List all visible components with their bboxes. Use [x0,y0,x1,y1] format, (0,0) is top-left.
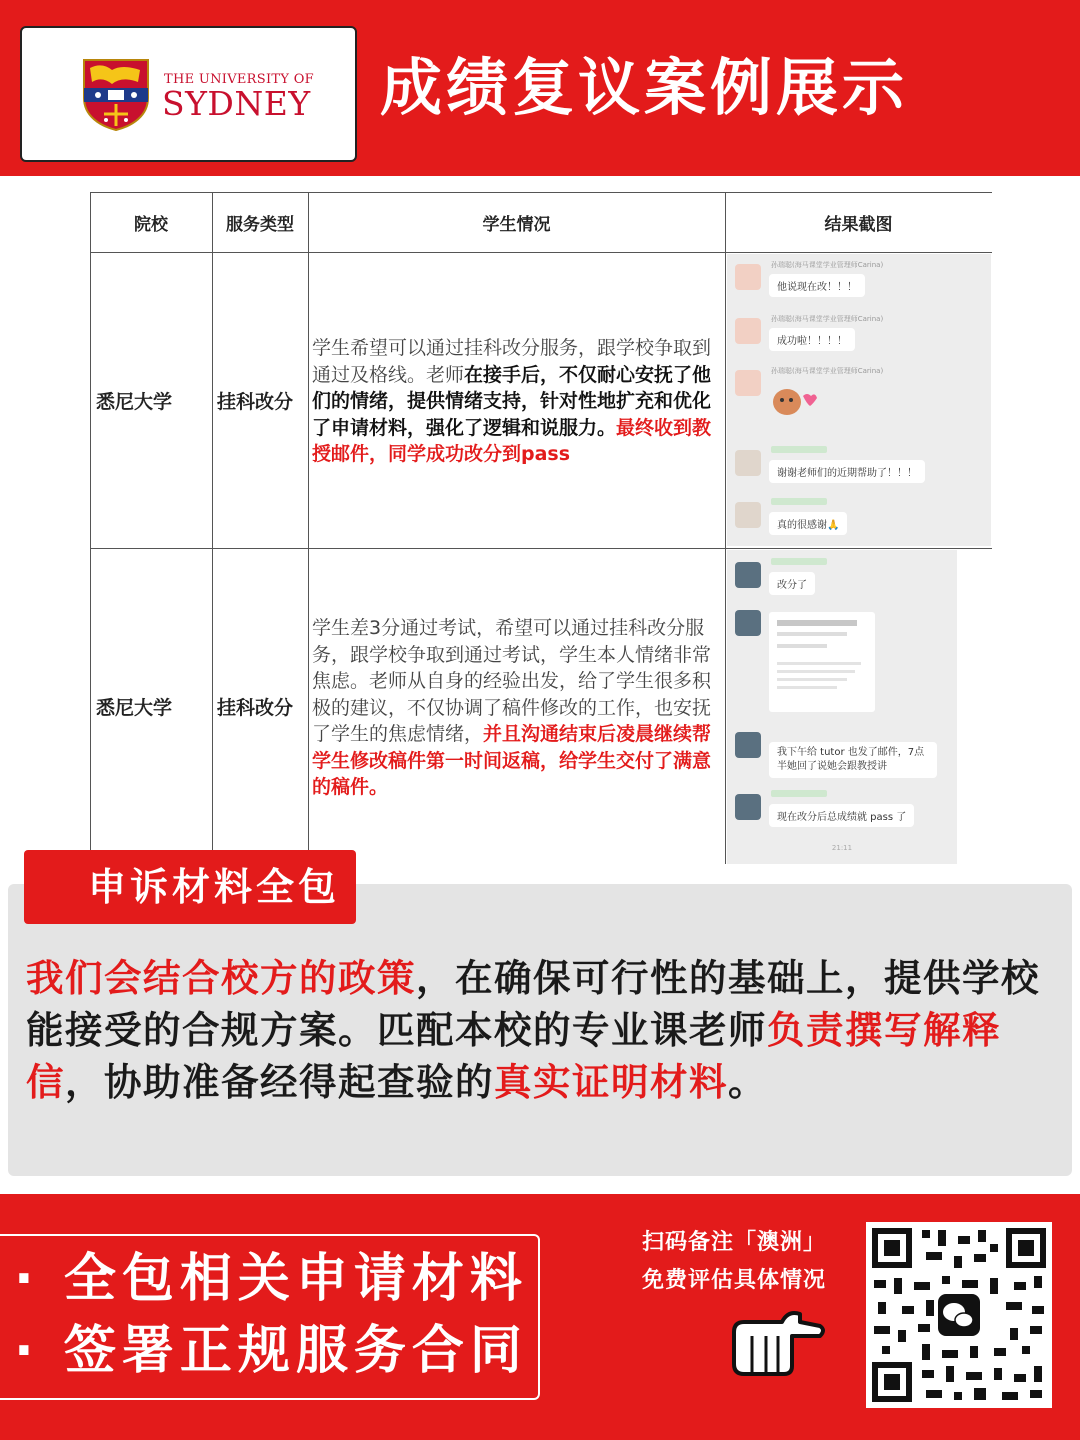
row1-description [312,335,722,468]
body-text: 。 [728,1060,767,1104]
chat2-bubble: 我下午给 tutor 也发了邮件，7点半她回了说她会跟教授讲 [769,742,937,778]
scan-instruction: 扫码备注「澳洲」 [642,1230,827,1255]
avatar [735,502,761,528]
logo-text-small: THE UNIVERSITY OF [164,72,314,87]
chat1-message [735,446,975,486]
body-highlight: 负责撰写解释信 [26,1008,1001,1104]
chat2-message [735,728,957,778]
blurred-name [771,498,827,505]
blurred-line [777,686,837,689]
dog-sticker-icon [769,382,817,418]
university-crest-icon [82,58,150,132]
chat-screenshot-2 [727,550,957,864]
chat2-message [735,790,957,830]
row2-school: 悉尼大学 [96,696,173,719]
section-tag [24,850,356,924]
header-situation: 学生情况 [482,214,551,235]
section-body [26,952,1056,1108]
page-title: 成绩复议案例展示 [380,51,909,124]
blurred-line [777,678,847,681]
row2-desc-plain: 学生差3分通过考试，希望可以通过挂科改分服务，跟学校争取到通过考试，学生本人情绪非常焦虑。老师从自身的经验出发，给了学生很多积极的建议，不仅协调了稿件修改的工作，也安抚了学生的焦虑情绪， [312,617,712,745]
header-service: 服务类型 [226,214,294,235]
chat1-sender: 孙瑞聪(海马课堂学业管理师Carina) [771,315,884,323]
university-logo [20,26,357,162]
benefit-item: · 全包相关申请材料 [14,1249,528,1309]
row1-service: 挂科改分 [217,390,294,413]
row1-desc-plain: 学生希望可以通过挂科改分服务，跟学校争取到通过及格线。老师 [312,337,712,386]
chat1-message [735,260,975,300]
chat1-sender: 孙瑞聪(海马课堂学业管理师Carina) [771,367,884,375]
scan-instruction-sub: 免费评估具体情况 [642,1268,827,1293]
qr-code-icon [866,1222,1052,1408]
chat1-bubble: 谢谢老师们的近期帮助了！！！ [769,460,925,483]
row1-desc-red: 最终收到教授邮件，同学成功改分到pass [312,416,712,465]
chat-screenshot-1 [727,254,991,546]
section-tag-label: 申诉材料全包 [88,865,341,909]
benefit-item: · 签署正规服务合同 [14,1321,528,1381]
header-banner [0,0,1080,176]
blurred-line [777,644,827,648]
wechat-qr-code[interactable] [866,1222,1052,1408]
table-col-border [308,192,309,864]
chat1-message [735,366,975,426]
footer-benefits-box [0,1234,540,1400]
row1-desc-bold: 在接手后，不仅耐心安抚了他们的情绪，提供情绪支持，针对性地扩充和优化了申请材料，强化了逻辑和说服力。 [312,363,712,439]
footer-banner [0,1194,1080,1440]
row2-desc-red: 并且沟通结束后凌晨继续帮学生修改稿件第一时间返稿，给学生交付了满意的稿件。 [312,723,712,798]
blurred-line [777,632,847,636]
chat1-bubble: 真的很感谢🙏 [769,512,847,535]
chat2-bubble: 改分了 [769,572,815,595]
chat1-sender: 孙瑞聪(海马课堂学业管理师Carina) [771,261,884,269]
blurred-name [771,446,827,453]
chat2-message [735,606,957,716]
row2-service: 挂科改分 [217,696,294,719]
table-col-border [725,192,726,864]
chat2-timestamp: 21:11 [831,844,853,852]
row1-school: 悉尼大学 [96,390,173,413]
header-school: 院校 [134,214,168,235]
email-attachment-preview [769,612,875,712]
chat1-bubble: 成功啦！！！！ [769,328,855,351]
body-highlight: 我们会结合校方的政策 [26,956,416,1000]
avatar [735,370,761,396]
row2-description [312,615,722,801]
avatar [735,450,761,476]
blurred-line [777,620,857,626]
blurred-line [777,670,855,673]
avatar [735,264,761,290]
case-table [90,192,992,864]
body-text: ，协助准备经得起查验的 [65,1060,494,1104]
chat1-message [735,498,975,538]
avatar [735,562,761,588]
chat2-message [735,558,957,598]
logo-text-big: SYDNEY [162,84,311,123]
blurred-line [777,662,861,665]
chat1-message [735,314,975,354]
chat1-bubble: 他说现在改！！！ [769,274,865,297]
table-col-border [212,192,213,864]
blurred-name [771,790,827,797]
pointing-hand-icon [730,1302,826,1378]
header-screenshot: 结果截图 [824,214,893,235]
avatar [735,318,761,344]
chat2-bubble: 现在改分后总成绩就 pass 了 [769,804,914,827]
avatar [735,794,761,820]
avatar [735,610,761,636]
avatar [735,732,761,758]
body-highlight: 真实证明材料 [494,1060,728,1104]
blurred-name [771,558,827,565]
body-text: ，在确保可行性的基础上，提供学校能接受的合规方案。匹配本校的专业课老师 [26,956,1040,1052]
table-col-border [90,192,91,864]
